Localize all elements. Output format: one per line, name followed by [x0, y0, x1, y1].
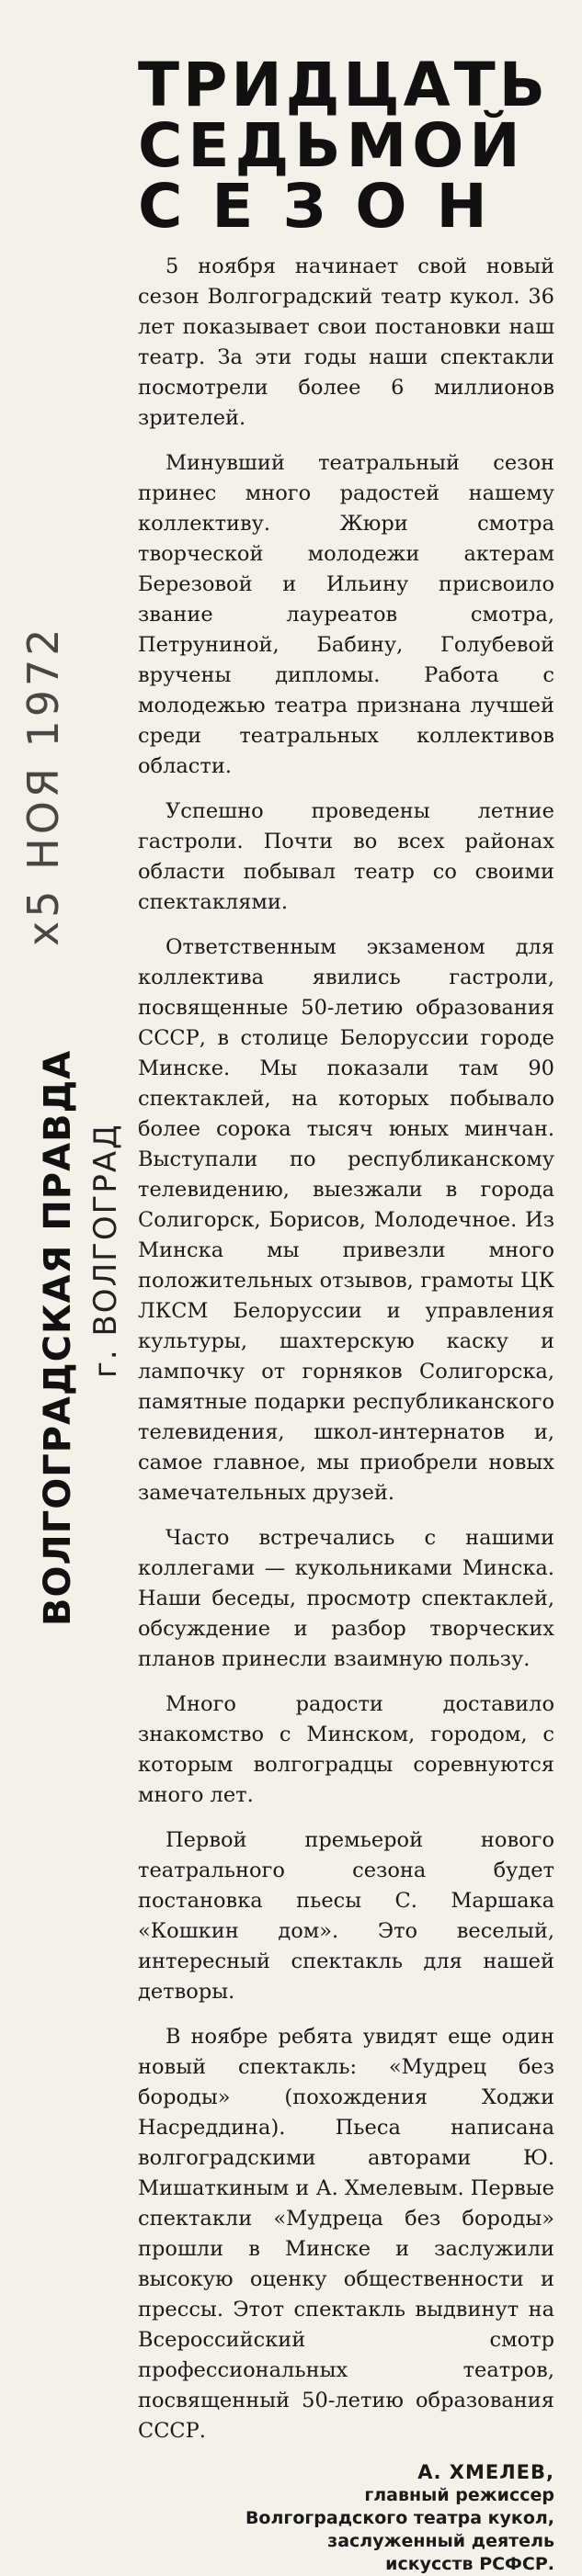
headline-line-3: СЕЗОН	[138, 171, 517, 242]
stamp-date: x5 НОЯ 1972	[18, 625, 68, 946]
author-name: А. ХМЕЛЕВ,	[417, 2461, 554, 2483]
author-signature	[138, 2461, 554, 2576]
paragraph: Минувший театральный сезон принес много радостей нашему коллективу. Жюри смотра творческой молодежи актерам Березовой и Ильину присвоило звание лауреатов смотра, Петруниной, Бабину, Голубевой вручены дипломы. Работа с молодежью театра признана лучшей среди театральных коллективов области.	[138, 451, 554, 778]
headline	[138, 50, 554, 242]
paragraph: 5 ноября начинает свой новый сезон Волгоградский театр кукол. 36 лет показывает свои постановки наш театр. За эти годы наши спектакли посмотрели более 6 миллионов зрителей.	[138, 254, 554, 430]
paragraph: Много радости доставило знакомство с Минском, городом, с которым волгоградцы соревнуются много лет.	[138, 1692, 554, 1807]
paragraph: Часто встречались с нашими коллегами — кукольниками Минска. Наши беседы, просмотр спектаклей, обсуждение и разбор творческих планов принесли взаимную пользу.	[138, 1526, 554, 1671]
author-title-line: заслуженный деятель	[327, 2531, 554, 2551]
stamp-newspaper-name: ВОЛГОГРАДСКАЯ ПРАВДА	[37, 1049, 79, 1626]
headline-line-2: СЕДЬМОЙ	[138, 110, 526, 181]
author-title-line: искусств РСФСР.	[385, 2554, 554, 2574]
stamp-city: г. ВОЛГОГРАД	[87, 1123, 124, 1378]
paragraph: Ответственным экзаменом для коллектива явились гастроли, посвященные 50-летию образования СССР, в столице Белоруссии городе Минске. Мы показали там 90 спектаклей, на которых побывало более сорока тысяч юных минчан. Выступали по республиканскому телевидению, выезжали в города Солигорск, Борисов, Молодечное. Из Минска мы привезли много положительных отзывов, грамоты ЦК ЛКСМ Белоруссии и управления культуры, шахтерскую каску и лампочку от горняков Солигорска, памятные подарки республиканского телевидения, школ-интернатов и, самое главное, мы приобрели новых замечательных друзей.	[138, 935, 554, 1505]
headline-line-1: ТРИДЦАТЬ	[138, 50, 550, 120]
archive-stamp	[0, 0, 129, 2572]
paragraph: В ноябре ребята увидят еще один новый спектакль: «Мудрец без бороды» (похождения Ходжи Насреддина). Пьеса написана волгоградскими авторами Ю. Мишаткиным и А. Хмелевым. Первые спектакли «Мудреца без бороды» прошли в Минске и заслужили высокую оценку общественности и прессы. Этот спектакль выдвинут на Всероссийский смотр профессиональных театров, посвященный 50-летию образования СССР.	[138, 2025, 554, 2443]
author-title-line: Волгоградского театра кукол,	[245, 2508, 554, 2528]
paragraph: Первой премьерой нового театрального сезона будет постановка пьесы С. Маршака «Кошкин дом». Это веселый, интересный спектакль для нашей детворы.	[138, 1828, 554, 2004]
paragraph: Успешно проведены летние гастроли. Почти во всех районах области побывал театр со своими спектаклями.	[138, 799, 554, 914]
author-title-line: главный режиссер	[364, 2485, 554, 2505]
article	[138, 50, 554, 2576]
